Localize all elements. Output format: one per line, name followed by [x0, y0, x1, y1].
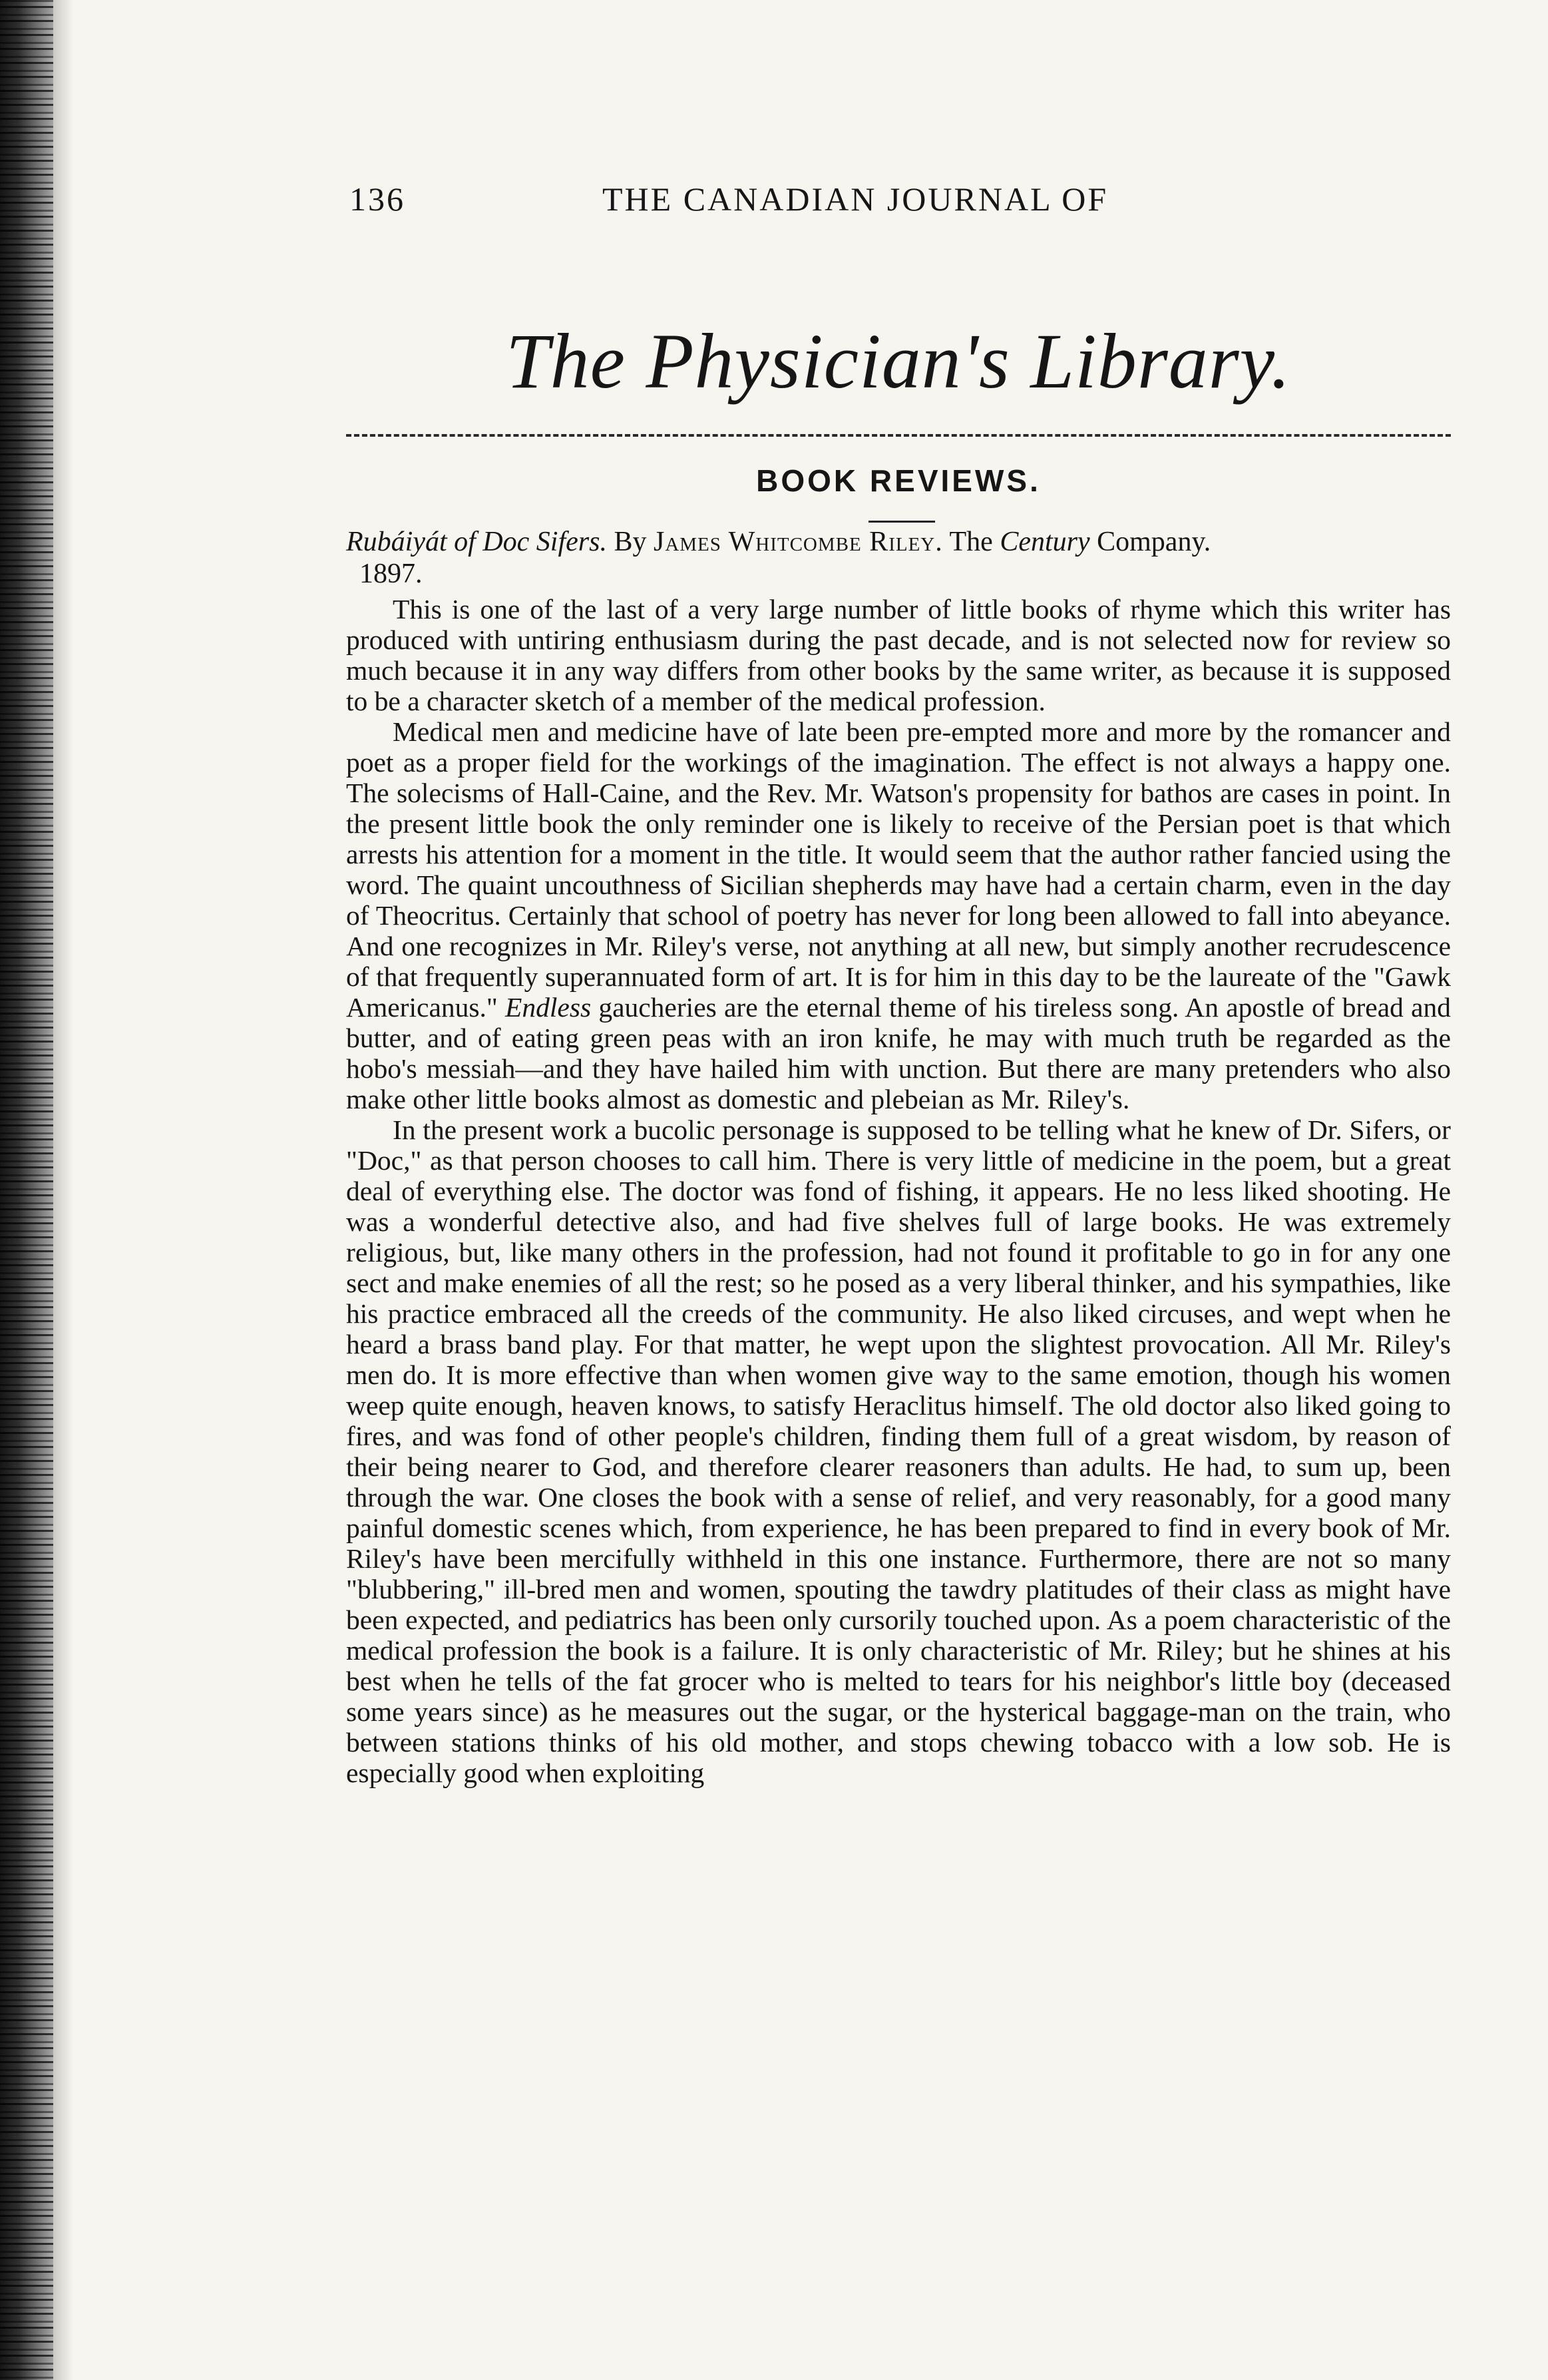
paragraph-2-emphasis: Endless	[505, 992, 592, 1023]
paragraph-2-part-b: It is for him in this day to be the laureate of the "Gawk Americanus."	[346, 961, 1451, 1023]
reviews-heading: BOOK REVIEWS.	[756, 463, 1041, 498]
author-name: James Whitcombe Riley.	[653, 527, 943, 557]
paragraph-1: This is one of the last of a very large number of little books of rhyme which this writer has produced with untiring enthusiasm during the past decade, and is not selected now for review so much because it in any way differs from other books by the same writer, as because it is supposed to be a character sketch of a member of the medical profession.	[346, 594, 1451, 716]
heading-divider	[869, 521, 935, 523]
citation-by: By	[614, 527, 647, 557]
review-body	[346, 594, 1451, 1788]
book-citation	[346, 526, 1451, 590]
spine-shadow	[53, 0, 73, 2380]
citation-the: The	[949, 527, 993, 557]
title-divider	[346, 434, 1451, 437]
book-spine-edge	[0, 0, 53, 2380]
paragraph-2-part-d: gaucheries are the eternal theme of his tireless song. An apostle of bread and butter, and of eating green peas with an iron knife, he may with much truth be regarded as the hobo's messiah—and they have hailed him with unction. But there are many pretenders who also make other little books almost as domestic and plebeian as Mr. Riley's.	[346, 992, 1451, 1114]
section-title: The Physician's Library.	[505, 318, 1292, 405]
running-header	[349, 180, 1361, 226]
paragraph-3: In the present work a bucolic personage is supposed to be telling what he knew of Dr. Sifers, or "Doc," as that person chooses to call him. There is very little of medicine in the poem, but a great deal of everything else. The doctor was fond of fishing, it appears. He no less liked shooting. He was a wonderful detective also, and had five shelves full of large books. He was extremely religious, but, like many others in the profession, had not found it profitable to go in for any one sect and make enemies of all the rest; so he posed as a very liberal thinker, and his sympathies, like his practice embraced all the creeds of the community. He also liked circuses, and wept when he heard a brass band play. For that matter, he wept upon the slightest provocation. All Mr. Riley's men do. It is more effective than when women give way to the same emotion, though his women weep quite enough, heaven knows, to satisfy Heraclitus himself. The old doctor also liked going to fires, and was fond of other people's children, finding them full of a great wisdom, by reason of their being nearer to God, and therefore clearer reasoners than adults. He had, to sum up, been through the war. One closes the book with a sense of relief, and very reasonably, for a good many painful domestic scenes which, from experience, he has been prepared to find in every book of Mr. Riley's have been mercifully withheld in this one instance. Furthermore, there are not so many "blubbering," ill-bred men and women, spouting the tawdry platitudes of their class as might have been expected, and pediatrics has been only cursorily touched upon. As a poem characteristic of the medical profession the book is a failure. It is only characteristic of Mr. Riley; but he shines at his best when he tells of the fat grocer who is melted to tears for his neighbor's little boy (deceased some years since) as he measures out the sugar, or the hysterical baggage-man on the train, who between stations thinks of his old mother, and stops chewing tobacco with a low sob. He is especially good when exploiting	[346, 1114, 1451, 1788]
publisher-name: Century	[1000, 527, 1090, 557]
publisher-suffix: Company.	[1097, 527, 1211, 557]
paragraph-2-part-a: Medical men and medicine have of late been pre-empted more and more by the romancer and poet as a proper field for the workings of the imagination. The effect is not always a happy one. The solecisms of Hall-Caine, and the Rev. Mr. Watson's propensity for bathos are cases in point. In the present little book the only reminder one is likely to receive of the Persian poet is that which arrests his attention for a moment in the title. It would seem that the author rather fancied using the word. The quaint uncouthness of Sicilian shepherds may have had a certain charm, even in the day of Theocritus. Certainly that school of poetry has never for long been allowed to fall into abeyance. And one recognizes in Mr. Riley's verse, not anything at all new, but simply another recrudescence of that frequently superannuated form of art.	[346, 716, 1451, 992]
running-title: THE CANADIAN JOURNAL OF	[602, 180, 1109, 218]
page-number: 136	[349, 180, 405, 218]
paragraph-2	[346, 716, 1451, 1114]
work-title: Rubáiyát of Doc Sifers.	[346, 527, 607, 557]
publication-year: 1897.	[359, 559, 423, 589]
